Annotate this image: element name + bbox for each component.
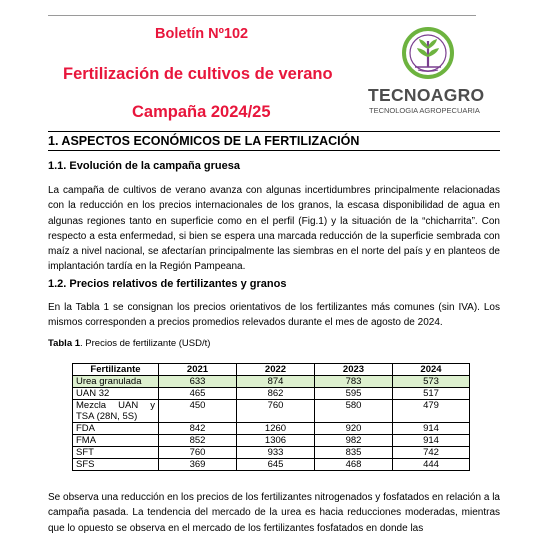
price-cell: 633 bbox=[159, 376, 237, 388]
closing-paragraph: Se observa una reducción en los precios de los fertilizantes nitrogenados y fosfatados en relación a la campaña pasada. La tendencia del mercado de la urea es hacia reducciones moderadas, mientras que lo opuesto se observa en el mercado de los fertilizantes fosfatados en donde las bbox=[48, 492, 500, 534]
price-cell: 742 bbox=[393, 447, 470, 459]
price-cell: 450 bbox=[159, 400, 237, 423]
price-cell: 1260 bbox=[237, 423, 315, 435]
price-cell: 595 bbox=[315, 388, 393, 400]
table-row bbox=[73, 388, 470, 400]
column-header: 2021 bbox=[159, 364, 237, 376]
price-cell: 760 bbox=[237, 400, 315, 423]
section-bottom-rule bbox=[48, 150, 500, 151]
price-cell: 468 bbox=[315, 459, 393, 471]
logo-tagline: TECNOLOGIA AGROPECUARIA bbox=[369, 106, 480, 115]
fertilizer-name: SFS bbox=[73, 459, 159, 471]
price-cell: 444 bbox=[393, 459, 470, 471]
price-cell: 783 bbox=[315, 376, 393, 388]
fertilizer-price-table bbox=[72, 363, 470, 471]
column-header: 2024 bbox=[393, 364, 470, 376]
subsection-1-1-paragraph: La campaña de cultivos de verano avanza con algunas incertidumbres principalmente relacionadas con la reducción en los precios internacionales de los granos, la escasa disponibilidad de agua en algunas regiones tanto en superficie como en el perfil (Fig.1) y la situación de la “chicharrita”. Con respecto a esta enfermedad, si bien se espera una marcada reducción de la superficie sembrada con maíz a nivel nacional, se afectarían principalmente las siembras en el norte del país y en planteos de implantación tardía en la Región Pampeana. bbox=[48, 185, 500, 273]
price-cell: 479 bbox=[393, 400, 470, 423]
price-cell: 835 bbox=[315, 447, 393, 459]
logo-wordmark: TECNOAGRO bbox=[368, 85, 485, 105]
price-cell: 914 bbox=[393, 435, 470, 447]
table-1-caption-label: Tabla 1 bbox=[48, 338, 81, 349]
section-top-rule bbox=[48, 131, 500, 132]
table-1-caption bbox=[48, 338, 210, 349]
price-cell: 874 bbox=[237, 376, 315, 388]
table-row bbox=[73, 459, 470, 471]
price-cell: 914 bbox=[393, 423, 470, 435]
price-cell: 1306 bbox=[237, 435, 315, 447]
price-cell: 573 bbox=[393, 376, 470, 388]
column-header: 2022 bbox=[237, 364, 315, 376]
fertilizer-name bbox=[73, 400, 159, 423]
fertilizer-name: FDA bbox=[73, 423, 159, 435]
price-cell: 369 bbox=[159, 459, 237, 471]
fertilizer-name-line-2: TSA (28N, 5S) bbox=[76, 411, 138, 422]
fertilizer-name: Urea granulada bbox=[73, 376, 159, 388]
fertilizer-name-line-1: Mezcla UAN y bbox=[76, 400, 155, 411]
subsection-1-1-heading: 1.1. Evolución de la campaña gruesa bbox=[48, 160, 240, 172]
section-1-heading: 1. ASPECTOS ECONÓMICOS DE LA FERTILIZACIÓN bbox=[48, 134, 360, 148]
table-row bbox=[73, 423, 470, 435]
table-row bbox=[73, 435, 470, 447]
fertilizer-name: UAN 32 bbox=[73, 388, 159, 400]
table-row bbox=[73, 447, 470, 459]
fertilizer-name: FMA bbox=[73, 435, 159, 447]
bulletin-number: Boletín Nº102 bbox=[155, 26, 249, 42]
table-1-caption-text: . Precios de fertilizante (USD/t) bbox=[80, 338, 211, 349]
price-cell: 920 bbox=[315, 423, 393, 435]
table-row bbox=[73, 376, 470, 388]
table-header-row bbox=[73, 364, 470, 376]
header-rule bbox=[48, 15, 476, 16]
document-title: Fertilización de cultivos de verano bbox=[63, 65, 333, 83]
price-cell: 580 bbox=[315, 400, 393, 423]
table-row bbox=[73, 400, 470, 423]
price-cell: 645 bbox=[237, 459, 315, 471]
subsection-1-2-paragraph: En la Tabla 1 se consignan los precios orientativos de los fertilizantes más comunes (sin IVA). Los mismos corresponden a precios promedios relevados durante el mes de agosto de 2024. bbox=[48, 302, 500, 329]
price-cell: 517 bbox=[393, 388, 470, 400]
column-header: 2023 bbox=[315, 364, 393, 376]
price-cell: 862 bbox=[237, 388, 315, 400]
fertilizer-name: SFT bbox=[73, 447, 159, 459]
subsection-1-2-heading: 1.2. Precios relativos de fertilizantes y granos bbox=[48, 278, 287, 290]
price-cell: 982 bbox=[315, 435, 393, 447]
price-cell: 852 bbox=[159, 435, 237, 447]
price-cell: 842 bbox=[159, 423, 237, 435]
column-header: Fertilizante bbox=[73, 364, 159, 376]
price-cell: 933 bbox=[237, 447, 315, 459]
price-cell: 465 bbox=[159, 388, 237, 400]
campaign-title: Campaña 2024/25 bbox=[132, 103, 271, 121]
price-cell: 760 bbox=[159, 447, 237, 459]
